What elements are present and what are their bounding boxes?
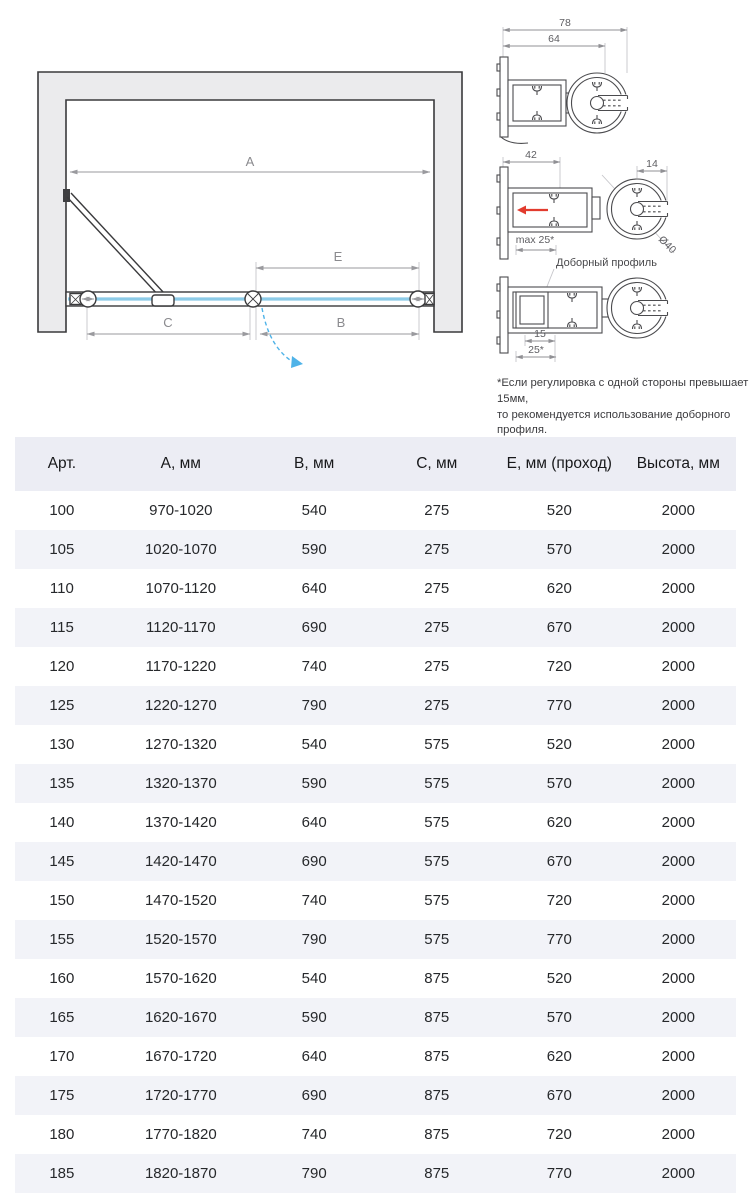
table-cell: 875 xyxy=(424,1087,450,1104)
table-cell: 520 xyxy=(546,970,572,987)
table-cell: 2000 xyxy=(661,541,695,558)
dim-78: 78 xyxy=(559,17,571,29)
table-cell: 770 xyxy=(546,931,572,948)
table-cell: 875 xyxy=(424,1048,450,1065)
table-cell: 620 xyxy=(546,580,572,597)
table-cell: 670 xyxy=(546,619,572,636)
table-cell: 690 xyxy=(301,1087,327,1104)
table-cell: 575 xyxy=(424,775,450,792)
table-cell: 540 xyxy=(301,970,327,987)
door-track xyxy=(66,291,434,307)
table-cell: 2000 xyxy=(661,697,695,714)
table-cell: 275 xyxy=(424,502,450,519)
table-cell: 520 xyxy=(546,736,572,753)
profile-cross-sections xyxy=(490,5,751,377)
table-row xyxy=(15,1076,736,1115)
table-cell: 1120-1170 xyxy=(146,619,216,636)
table-cell: 640 xyxy=(301,580,327,597)
table-cell: 875 xyxy=(424,1165,450,1182)
table-cell: 2000 xyxy=(661,814,695,831)
table-cell: 150 xyxy=(49,892,75,909)
table-cell: 1620-1670 xyxy=(144,1009,217,1026)
profile-section-3 xyxy=(497,257,669,362)
table-cell: 875 xyxy=(424,970,450,987)
table-cell: 575 xyxy=(424,853,450,870)
table-cell: 170 xyxy=(49,1048,75,1065)
dim-label-a: A xyxy=(245,154,255,169)
table-cell: 2000 xyxy=(661,736,695,753)
table-cell: 590 xyxy=(301,541,327,558)
table-cell: 2000 xyxy=(661,970,695,987)
table-row xyxy=(15,764,736,803)
table-cell: 180 xyxy=(49,1126,75,1143)
table-cell: 275 xyxy=(424,658,450,675)
table-cell: 1820-1870 xyxy=(144,1165,217,1182)
table-cell: 125 xyxy=(49,697,75,714)
table-cell: 575 xyxy=(424,736,450,753)
table-cell: 1670-1720 xyxy=(144,1048,217,1065)
table-cell: 620 xyxy=(546,814,572,831)
filler-profile-label: Доборный профиль xyxy=(556,257,657,269)
table-cell: 185 xyxy=(49,1165,75,1182)
table-cell: 720 xyxy=(546,658,572,675)
table-cell: 275 xyxy=(424,619,450,636)
technical-drawing-section xyxy=(0,0,751,437)
table-cell: 690 xyxy=(301,619,327,636)
dim-label-e: E xyxy=(333,249,343,264)
table-cell: 640 xyxy=(301,814,327,831)
dim-42: 42 xyxy=(525,149,537,161)
dim-15: 15 xyxy=(534,328,546,340)
table-row xyxy=(15,725,736,764)
table-cell: 2000 xyxy=(661,1087,695,1104)
top-view-drawing xyxy=(0,0,490,437)
dimension-e xyxy=(256,249,419,268)
table-cell: 540 xyxy=(301,502,327,519)
table-cell: 2000 xyxy=(661,580,695,597)
table-cell: 740 xyxy=(301,892,327,909)
table-cell: 130 xyxy=(49,736,75,753)
table-cell: 120 xyxy=(49,658,75,675)
table-cell: 590 xyxy=(301,775,327,792)
table-cell: 275 xyxy=(424,697,450,714)
col-header-c: С, мм xyxy=(375,437,498,491)
spec-table xyxy=(15,437,736,1193)
table-cell: 2000 xyxy=(661,1126,695,1143)
dimension-b xyxy=(260,315,419,334)
table-cell: 690 xyxy=(301,853,327,870)
table-cell: 790 xyxy=(301,697,327,714)
footnote-line-1: *Если регулировка с одной стороны превышает 15мм, xyxy=(497,377,749,405)
filler-profile-insert xyxy=(516,292,548,328)
table-cell: 2000 xyxy=(661,658,695,675)
footnote-line-2: то рекомендуется использование доборного профиля. xyxy=(497,408,731,437)
footnote xyxy=(497,376,749,439)
dim-max-25: max 25* xyxy=(515,234,555,246)
table-cell: 105 xyxy=(49,541,75,558)
table-cell: 1220-1270 xyxy=(144,697,217,714)
table-cell: 670 xyxy=(546,1087,572,1104)
table-cell: 115 xyxy=(49,619,74,636)
table-cell: 570 xyxy=(546,1009,572,1026)
table-cell: 590 xyxy=(301,1009,327,1026)
table-cell: 575 xyxy=(424,814,450,831)
table-cell: 640 xyxy=(301,1048,327,1065)
table-cell: 570 xyxy=(546,775,572,792)
table-cell: 2000 xyxy=(661,1009,695,1026)
table-cell: 575 xyxy=(424,892,450,909)
table-cell: 720 xyxy=(546,892,572,909)
table-cell: 720 xyxy=(546,1126,572,1143)
table-cell: 2000 xyxy=(661,1048,695,1065)
table-row xyxy=(15,920,736,959)
table-row xyxy=(15,1037,736,1076)
table-cell: 110 xyxy=(49,580,74,597)
col-header-height: Высота, мм xyxy=(621,437,736,491)
table-cell: 165 xyxy=(49,1009,75,1026)
table-cell: 155 xyxy=(49,931,75,948)
table-cell: 2000 xyxy=(661,502,695,519)
table-cell: 875 xyxy=(424,1009,450,1026)
table-row xyxy=(15,803,736,842)
dim-64: 64 xyxy=(548,33,560,45)
table-cell: 2000 xyxy=(661,1165,695,1182)
table-cell: 1370-1420 xyxy=(144,814,217,831)
table-cell: 670 xyxy=(546,853,572,870)
table-cell: 1470-1520 xyxy=(144,892,217,909)
table-cell: 2000 xyxy=(661,892,695,909)
table-cell: 875 xyxy=(424,1126,450,1143)
table-row xyxy=(15,881,736,920)
table-cell: 740 xyxy=(301,1126,327,1143)
table-cell: 275 xyxy=(424,580,450,597)
dim-label-c: C xyxy=(163,315,173,330)
table-row xyxy=(15,998,736,1037)
table-cell: 575 xyxy=(424,931,450,948)
table-row xyxy=(15,530,736,569)
dim-diameter-40: Ø40 xyxy=(655,233,679,257)
table-cell: 570 xyxy=(546,541,572,558)
col-header-art: Арт. xyxy=(15,437,109,491)
table-cell: 770 xyxy=(546,1165,572,1182)
table-row xyxy=(15,1154,736,1193)
table-row xyxy=(15,686,736,725)
table-cell: 1420-1470 xyxy=(144,853,217,870)
table-row xyxy=(15,959,736,998)
table-cell: 1570-1620 xyxy=(144,970,217,987)
table-cell: 2000 xyxy=(661,931,695,948)
table-cell: 160 xyxy=(49,970,75,987)
table-row xyxy=(15,569,736,608)
table-cell: 145 xyxy=(49,853,75,870)
dim-14: 14 xyxy=(646,158,658,170)
table-cell: 1720-1770 xyxy=(144,1087,217,1104)
dim-label-b: B xyxy=(336,315,346,330)
profile-section-1 xyxy=(497,17,629,143)
col-header-e: Е, мм (проход) xyxy=(498,437,621,491)
table-cell: 740 xyxy=(301,658,327,675)
table-row xyxy=(15,608,736,647)
table-cell: 2000 xyxy=(661,775,695,792)
table-cell: 790 xyxy=(301,931,327,948)
table-cell: 175 xyxy=(49,1087,75,1104)
table-cell: 1520-1570 xyxy=(144,931,217,948)
table-row xyxy=(15,842,736,881)
support-strut xyxy=(63,189,164,297)
table-cell: 540 xyxy=(301,736,327,753)
table-cell: 790 xyxy=(301,1165,327,1182)
table-cell: 2000 xyxy=(661,853,695,870)
profile-section-2 xyxy=(497,149,678,259)
table-cell: 770 xyxy=(546,697,572,714)
col-header-b: В, мм xyxy=(253,437,376,491)
table-cell: 520 xyxy=(546,502,572,519)
spec-table-body xyxy=(15,491,736,1193)
door-swing-arrow xyxy=(262,308,303,368)
col-header-a: А, мм xyxy=(109,437,253,491)
table-cell: 140 xyxy=(49,814,75,831)
table-cell: 1270-1320 xyxy=(144,736,217,753)
table-row xyxy=(15,1115,736,1154)
dim-25: 25* xyxy=(528,344,544,356)
table-cell: 1320-1370 xyxy=(144,775,217,792)
table-cell: 970-1020 xyxy=(149,502,213,519)
table-cell: 1070-1120 xyxy=(145,580,217,597)
spec-table-header xyxy=(15,437,736,491)
table-cell: 1770-1820 xyxy=(144,1126,217,1143)
table-cell: 1020-1070 xyxy=(144,541,217,558)
table-cell: 275 xyxy=(424,541,450,558)
dimension-a xyxy=(70,154,430,172)
strut-clamp xyxy=(152,295,174,306)
table-cell: 620 xyxy=(546,1048,572,1065)
table-cell: 1170-1220 xyxy=(145,658,217,675)
table-cell: 135 xyxy=(49,775,75,792)
table-cell: 2000 xyxy=(661,619,695,636)
table-cell: 100 xyxy=(49,502,75,519)
table-row xyxy=(15,491,736,530)
dimension-c xyxy=(87,315,250,334)
table-row xyxy=(15,647,736,686)
